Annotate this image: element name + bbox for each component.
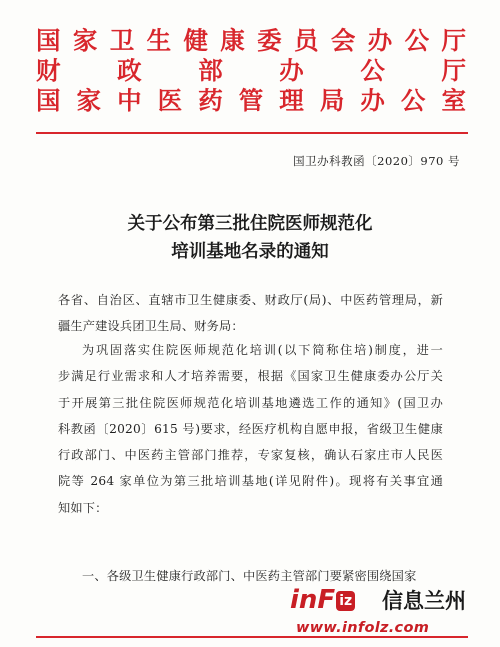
paragraph-line: 于开展第三批住院医师规范化培训基地遴选工作的通知》(国卫办 (58, 395, 443, 410)
addressee-line: 疆生产建设兵团卫生局、财务局： (58, 319, 244, 334)
paragraph-line: 科教函〔2020〕615 号)要求，经医疗机构自愿申报，省级卫生健康 (58, 421, 443, 436)
masthead-character: 家 (72, 26, 98, 55)
paragraph-line: 院等 264 家单位为第三批培训基地(详见附件)。现将有关事宜通 (58, 474, 443, 489)
masthead-character: 财 (36, 56, 61, 85)
masthead-character: 康 (220, 26, 245, 55)
masthead-character: 管 (238, 86, 264, 115)
masthead-line-2 (36, 56, 466, 86)
paragraph-line: 知如下： (58, 500, 108, 515)
masthead-character: 部 (198, 56, 223, 85)
watermark-logo: inF iz (290, 585, 355, 615)
masthead-character: 药 (198, 86, 223, 115)
masthead-character: 厅 (441, 56, 466, 85)
masthead-character: 国 (36, 26, 61, 55)
addressee-block (58, 287, 443, 340)
masthead-character: 局 (319, 86, 345, 115)
masthead-character: 办 (360, 86, 385, 115)
masthead-character: 卫 (109, 26, 135, 55)
masthead-character: 办 (367, 26, 393, 55)
paragraph-line: 步满足行业需求和人才培养需要，根据《国家卫生健康委办公厅关 (58, 369, 443, 384)
masthead-line-3 (36, 86, 466, 116)
masthead-character: 生 (146, 26, 172, 55)
masthead-line-1 (36, 26, 466, 56)
paragraph-line: 行政部门、中医药主管部门推荐，专家复核，确认石家庄市人民医 (58, 448, 443, 463)
masthead-character: 公 (360, 56, 385, 85)
masthead-character: 政 (117, 56, 142, 85)
masthead-character: 家 (76, 86, 102, 115)
red-masthead (36, 26, 466, 116)
title-line-2: 培训基地名录的通知 (171, 242, 329, 262)
addressee-line: 各省、自治区、直辖市卫生健康委、财政厅(局)、中医药管理局，新 (58, 293, 443, 307)
infolz-watermark (290, 585, 490, 641)
title-line-1: 关于公布第三批住院医师规范化 (127, 214, 373, 234)
watermark-chinese-name: 信息兰州 (382, 589, 466, 613)
masthead-character: 员 (294, 26, 319, 55)
masthead-divider (36, 132, 468, 134)
masthead-character: 委 (257, 26, 282, 55)
masthead-character: 中 (117, 86, 142, 115)
document-number: 国卫办科教函〔2020〕970 号 (293, 154, 460, 168)
masthead-character: 室 (441, 86, 466, 115)
paragraph-1 (58, 337, 443, 521)
masthead-character: 公 (400, 86, 426, 115)
masthead-character: 理 (279, 86, 304, 115)
masthead-character: 会 (330, 26, 356, 55)
paragraph-line: 为巩固落实住院医师规范化培训(以下简称住培)制度，进一 (82, 343, 443, 357)
masthead-character: 公 (404, 26, 430, 55)
document-title (0, 210, 500, 266)
masthead-character: 厅 (441, 26, 466, 55)
masthead-character: 办 (279, 56, 304, 85)
masthead-character: 医 (157, 86, 183, 115)
masthead-character: 国 (36, 86, 61, 115)
masthead-character: 健 (183, 26, 208, 55)
watermark-url: www.infolz.com (296, 620, 430, 636)
paragraph-line: 一、各级卫生健康行政部门、中医药主管部门要紧密围绕国家 (82, 569, 417, 583)
